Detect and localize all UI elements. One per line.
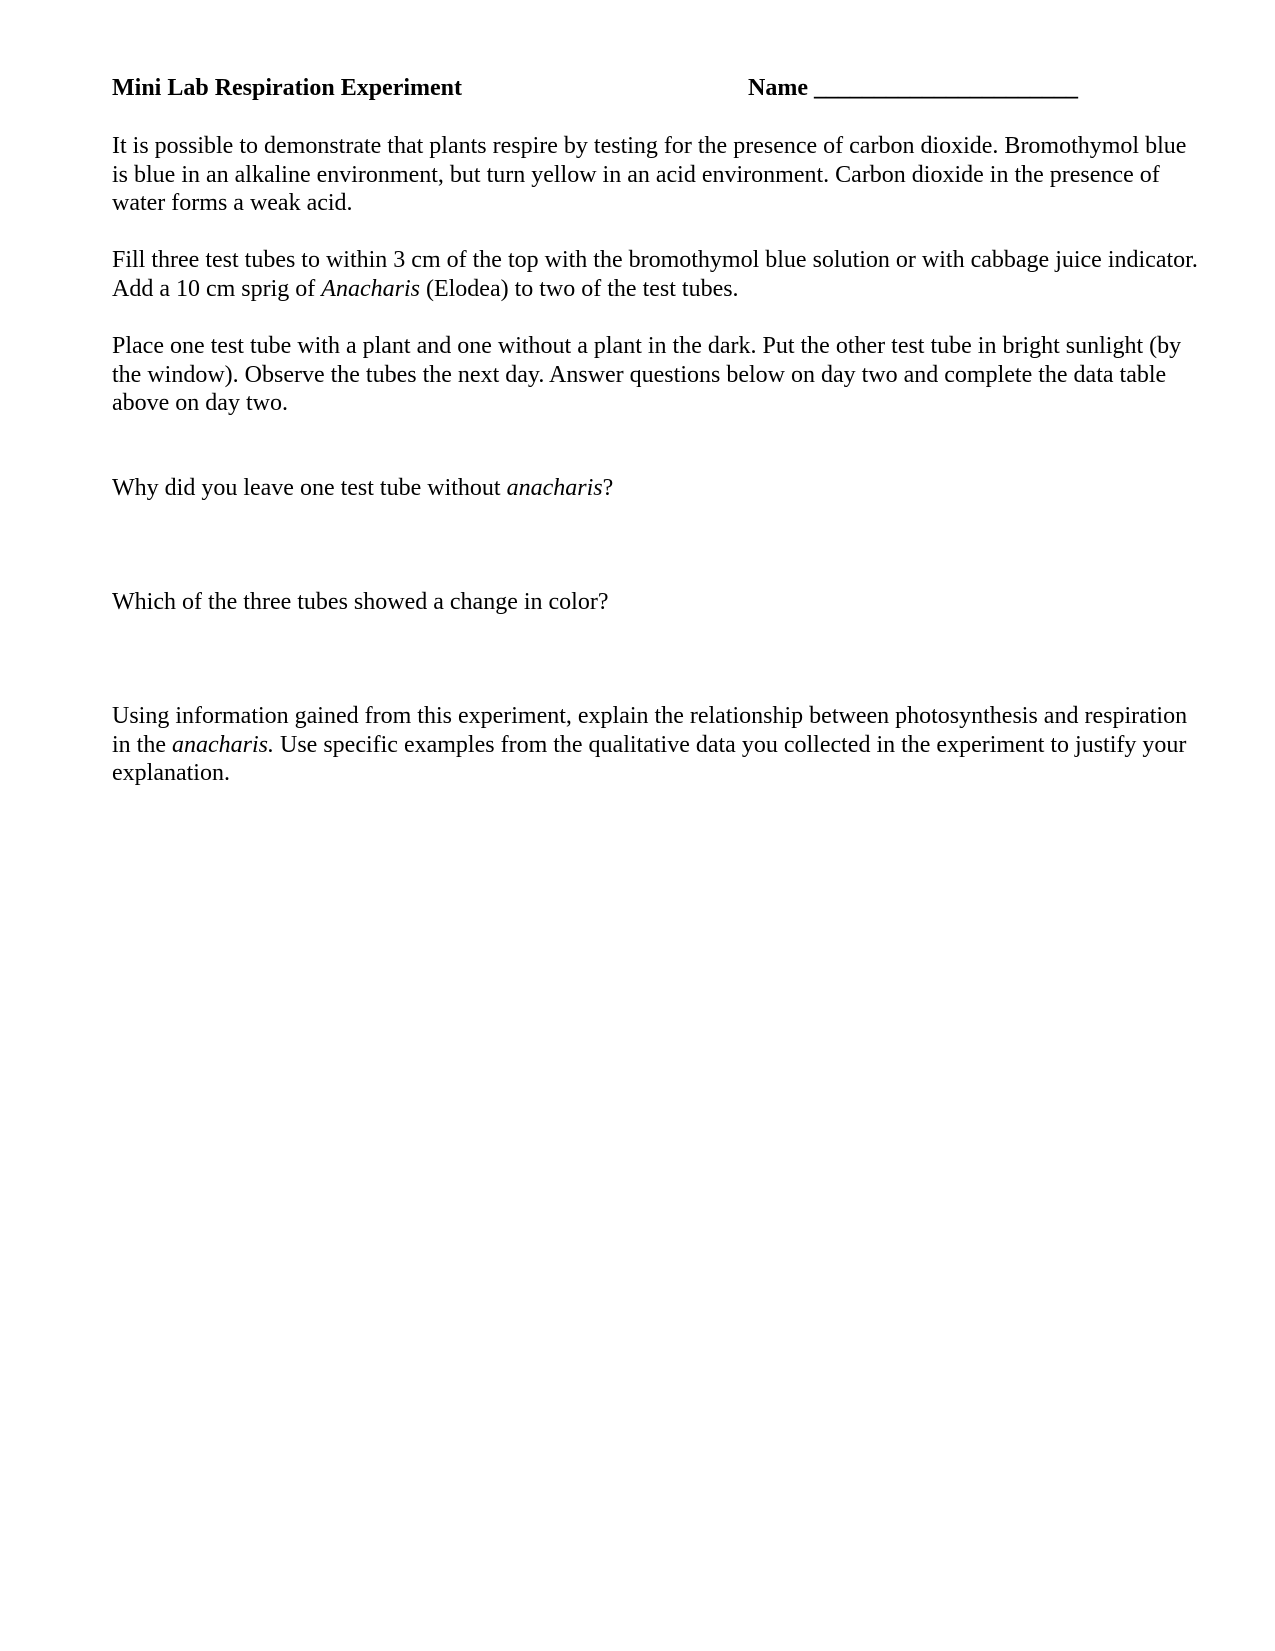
- name-label: Name: [748, 75, 808, 101]
- question-1-italic: anacharis: [506, 475, 603, 501]
- worksheet-title: Mini Lab Respiration Experiment: [112, 75, 463, 101]
- question-3-text-b: Use specific examples from the qualitative data you collected in the experiment to justify your explanation.: [112, 731, 1187, 786]
- worksheet-header: [112, 72, 1172, 104]
- intro-paragraph-1: It is possible to demonstrate that plants respire by testing for the presence of carbon dioxide. Bromothymol blue is blue in an alkaline environment, but turn yellow in an acid environment. Carbon dioxide in the presence of water forms a weak acid.: [112, 133, 1187, 216]
- intro-paragraph-3: Place one test tube with a plant and one without a plant in the dark. Put the other test tube in bright sunlight (by the window). Observe the tubes the next day. Answer questions below on day two and complete the data table above on day two.: [112, 333, 1182, 416]
- question-1-text-b: ?: [602, 475, 614, 501]
- intro-paragraph-2-text-a: Fill three test tubes to within 3 cm of the top with the bromothymol blue solution or with cabbage juice indicator. Add a 10 cm sprig of: [112, 247, 1198, 302]
- name-blank-line: ______________________: [813, 75, 1078, 101]
- question-3: [112, 702, 1202, 788]
- intro-paragraph-2: [112, 246, 1202, 303]
- intro-paragraph-2-text-b: (Elodea) to two of the test tubes.: [419, 275, 739, 302]
- question-1-text-a: Why did you leave one test tube without: [112, 475, 507, 501]
- name-field: [748, 72, 1078, 104]
- question-1: [112, 474, 1202, 503]
- question-2: Which of the three tubes showed a change in color?: [112, 589, 609, 615]
- anacharis-italic: Anacharis: [321, 275, 420, 302]
- question-3-italic: anacharis.: [172, 731, 274, 758]
- question-3-text-a: Using information gained from this experiment, explain the relationship between photosynthesis and respiration in the: [112, 703, 1188, 758]
